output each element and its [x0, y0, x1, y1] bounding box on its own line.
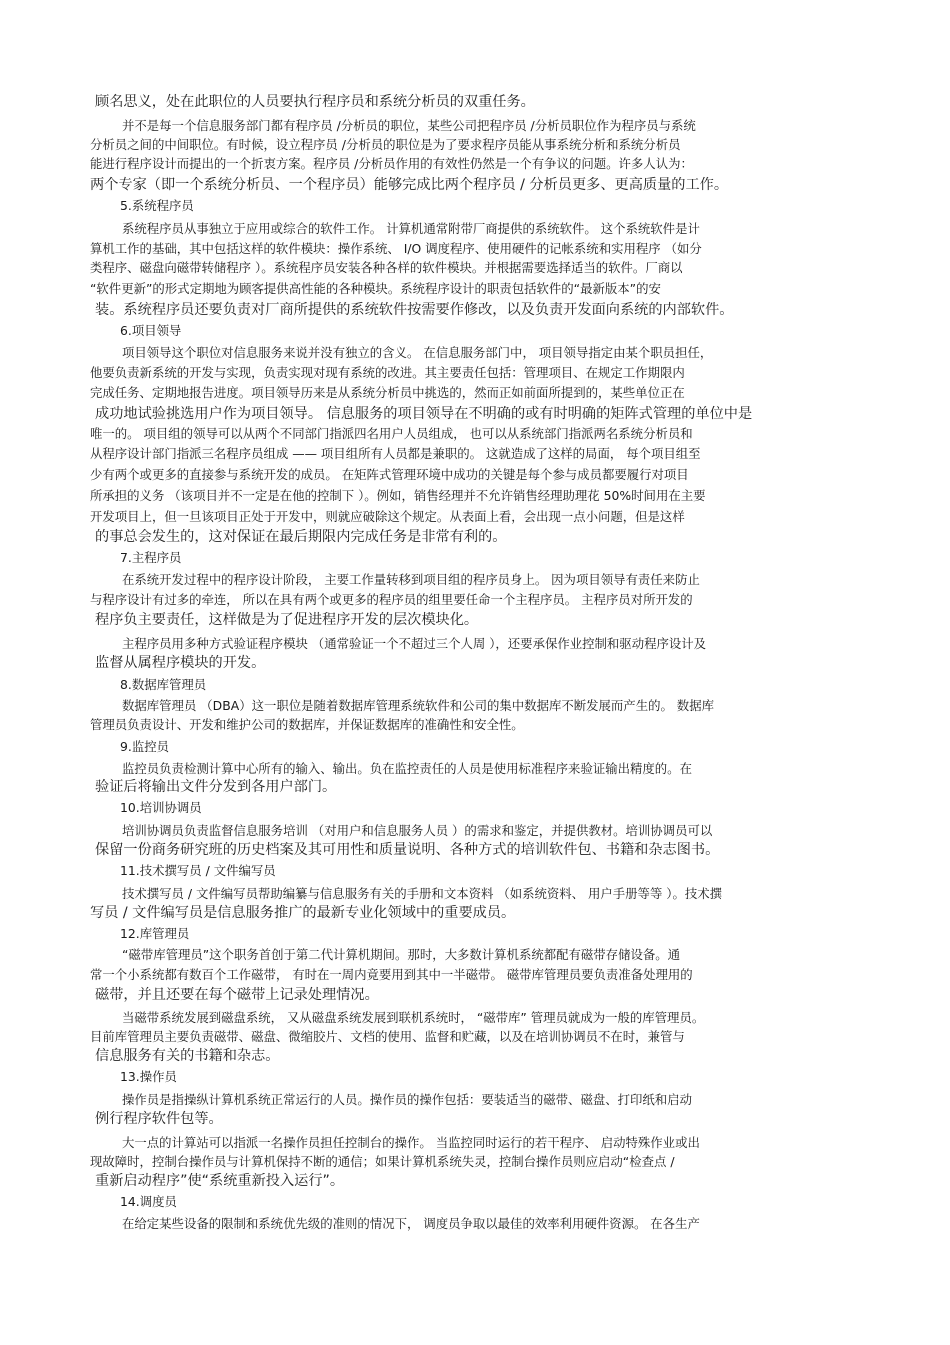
text-line: 验证后将输出文件分发到各用户部门。 [95, 779, 337, 795]
text-line: 信息服务有关的书籍和杂志。 [95, 1048, 280, 1064]
text-line: 系统程序员从事独立于应用或综合的软件工作。 计算机通常附带厂商提供的系统软件。 这个系统软件是计 [122, 221, 700, 236]
text-line: 操作员是指操纵计算机系统正常运行的人员。操作员的操作包括：要装适当的磁带、磁盘、打印纸和启动 [122, 1092, 692, 1107]
section-heading: 5.系统程序员 [120, 198, 194, 213]
text-line: 分析员之间的中间职位。有时候，设立程序员 /分析员的职位是为了要求程序员能从事系统分析和系统分析员 [90, 137, 681, 152]
section-heading: 11.技术撰写员 / 文件编写员 [120, 863, 276, 878]
text-line: 磁带，并且还要在每个磁带上记录处理情况。 [95, 987, 379, 1003]
text-line: 监控员负责检测计算中心所有的输入、输出。负在监控责任的人员是使用标准程序来验证输出精度的。在 [122, 761, 692, 776]
text-line: 大一点的计算站可以指派一名操作员担任控制台的操作。 当监控同时运行的若干程序、 启动特殊作业或出 [122, 1135, 700, 1150]
section-heading: 6.项目领导 [120, 323, 182, 338]
text-line: 装。系统程序员还要负责对厂商所提供的系统软件按需要作修改，以及负责开发面向系统的内部软件。 [95, 302, 734, 318]
text-line: 监督从属程序模块的开发。 [95, 655, 266, 671]
section-heading: 9.监控员 [120, 739, 169, 754]
text-line: 目前库管理员主要负责磁带、磁盘、微缩胶片、文档的使用、监督和贮藏，以及在培训协调员不在时，兼管与 [90, 1029, 685, 1044]
section-heading: 12.库管理员 [120, 926, 190, 941]
text-line: 两个专家（即一个系统分析员、一个程序员）能够完成比两个程序员 / 分析员更多、更高质量的工作。 [90, 177, 729, 193]
section-heading: 13.操作员 [120, 1069, 177, 1084]
text-line: 保留一份商务研究班的历史档案及其可用性和质量说明、各种方式的培训软件包、书籍和杂志图书。 [95, 842, 720, 858]
text-line: “磁带库管理员”这个职务首创于第二代计算机期间。那时，大多数计算机系统都配有磁带存储设备。通 [122, 947, 681, 962]
text-line: 成功地试验挑选用户作为项目领导。 信息服务的项目领导在不明确的或有时明确的矩阵式管理的单位中是 [95, 406, 753, 422]
text-line: 重新启动程序”使“系统重新投入运行”。 [95, 1173, 345, 1189]
text-line: 算机工作的基础，其中包括这样的软件模块：操作系统、 I/O 调度程序、使用硬件的记帐系统和实用程序 （如分 [90, 241, 702, 256]
text-line: 培训协调员负责监督信息服务培训 （对用户和信息服务人员 ）的需求和鉴定，并提供教材。培训协调员可以 [122, 823, 713, 838]
text-line: 从程序设计部门指派三名程序员组成 —— 项目组所有人员都是兼职的。 这就造成了这样的局面， 每个项目组至 [90, 446, 701, 461]
text-line: 的事总会发生的，这对保证在最后期限内完成任务是非常有利的。 [95, 529, 507, 545]
text-line: 所承担的义务 （该项目并不一定是在他的控制下 ）。例如，销售经理并不允许销售经理助理花 50%时间用在主要 [90, 488, 706, 503]
text-line: 与程序设计有过多的牵连， 所以在具有两个或更多的程序员的组里要任命一个主程序员。 主程序员对所开发的 [90, 592, 693, 607]
text-line: 当磁带系统发展到磁盘系统， 又从磁盘系统发展到联机系统时， “磁带库” 管理员就成为一般的库管理员。 [122, 1010, 705, 1025]
text-line: 例行程序软件包等。 [95, 1111, 223, 1127]
text-line: 少有两个或更多的直接参与系统开发的成员。 在矩阵式管理环境中成功的关键是每个参与成员都要履行对项目 [90, 467, 689, 482]
section-heading: 14.调度员 [120, 1194, 177, 1209]
text-line: 写员 / 文件编写员是信息服务推广的最新专业化领域中的重要成员。 [90, 905, 516, 921]
text-line: 常一个小系统都有数百个工作磁带， 有时在一周内竟要用到其中一半磁带。 磁带库管理员要负责准备处理用的 [90, 967, 693, 982]
text-line: 在给定某些设备的限制和系统优先级的准则的情况下， 调度员争取以最佳的效率利用硬件资源。 在各生产 [122, 1216, 700, 1231]
text-line: 程序负主要责任，这样做是为了促进程序开发的层次模块化。 [95, 612, 479, 628]
text-line: 唯一的。 项目组的领导可以从两个不同部门指派四名用户人员组成， 也可以从系统部门指派两名系统分析员和 [90, 426, 693, 441]
text-line: 他要负责新系统的开发与实现，负责实现对现有系统的改进。其主要责任包括：管理项目、在规定工作期限内 [90, 365, 685, 380]
section-heading: 8.数据库管理员 [120, 677, 207, 692]
text-line: 项目领导这个职位对信息服务来说并没有独立的含义。 在信息服务部门中， 项目领导指定由某个职员担任， [122, 345, 713, 360]
text-line: 顾名思义，处在此职位的人员要执行程序员和系统分析员的双重任务。 [95, 94, 535, 110]
section-heading: 7.主程序员 [120, 550, 182, 565]
text-line: 能进行程序设计而提出的一个折衷方案。程序员 /分析员作用的有效性仍然是一个有争议的问题。许多人认为： [90, 156, 693, 171]
text-line: 完成任务、定期地报告进度。项目领导历来是从系统分析员中挑选的，然而正如前面所提到的，某些单位正在 [90, 385, 685, 400]
text-line: 并不是每一个信息服务部门都有程序员 /分析员的职位，某些公司把程序员 /分析员职位作为程序员与系统 [122, 118, 696, 133]
section-heading: 10.培训协调员 [120, 800, 202, 815]
text-line: “软件更新”的形式定期地为顾客提供高性能的各种模块。系统程序设计的职责包括软件的“最新版本”的安 [90, 281, 661, 296]
text-line: 主程序员用多种方式验证程序模块 （通常验证一个不超过三个人周 ），还要承保作业控制和驱动程序设计及 [122, 636, 707, 651]
text-line: 现故障时，控制台操作员与计算机保持不断的通信；如果计算机系统失灵，控制台操作员则应启动“检查点 / [90, 1154, 675, 1169]
text-line: 开发项目上，但一旦该项目正处于开发中，则就应破除这个规定。从表面上看，会出现一点小问题，但是这样 [90, 509, 685, 524]
text-line: 管理员负责设计、开发和维护公司的数据库，并保证数据库的准确性和安全性。 [90, 717, 524, 732]
text-line: 数据库管理员 （DBA）这一职位是随着数据库管理系统软件和公司的集中数据库不断发展而产生的。 数据库 [122, 698, 714, 713]
text-line: 在系统开发过程中的程序设计阶段， 主要工作量转移到项目组的程序员身上。 因为项目领导有责任来防止 [122, 572, 700, 587]
text-line: 类程序、磁盘向磁带转储程序 ）。系统程序员安装各种各样的软件模块。并根据需要选择适当的软件。厂商以 [90, 260, 683, 275]
text-line: 技术撰写员 / 文件编写员帮助编纂与信息服务有关的手册和文本资料 （如系统资料、 用户手册等等 ）。技术撰 [122, 886, 723, 901]
